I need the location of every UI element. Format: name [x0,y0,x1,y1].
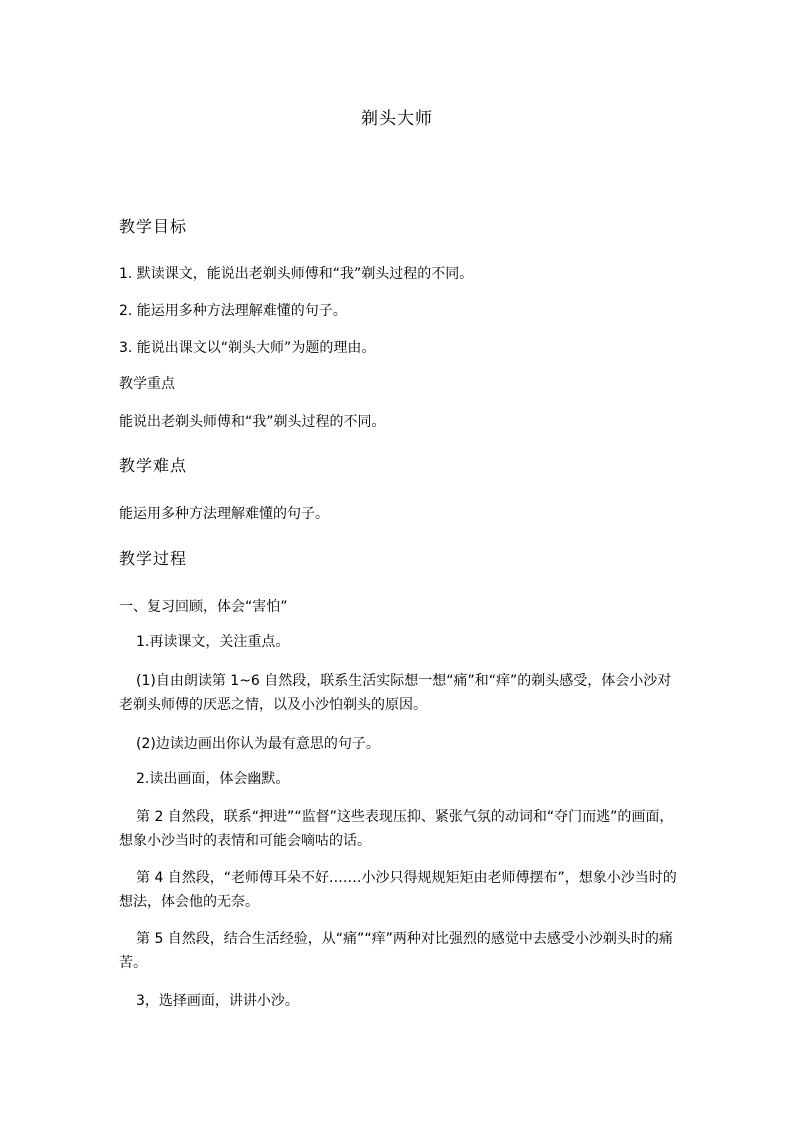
process-step-1b: (2)边读边画出你认为最有意思的句子。 [136,736,380,752]
process-paragraph-2: 第 2 自然段，联系“押进”“监督”这些表现压抑、紧张气氛的动词和“夺门而逃”的画面， 想象小沙当时的表情和可能会嘀咕的话。 [119,809,674,849]
process-step-1a: (1)自由朗读第 1~6 自然段，联系生活实际想一想“痛”和“痒”的剃头感受，体会小沙对老剃头师傅的厌恶之情，以及小沙怕剃头的原因。 [119,673,672,713]
section-heading-key-points: 教学重点 [119,376,175,392]
process-paragraph-4: 第 4 自然段，“老师傅耳朵不好.……小沙只得规规矩矩由老师傅摆布”，想象小沙当时的想法，体会他的无奈。 [119,870,677,910]
process-part1-title: 一、复习回顾，体会“害怕” [119,599,288,615]
section-heading-difficulties: 教学难点 [119,456,188,475]
page-title: 剃头大师 [361,109,433,129]
key-points-text: 能说出老剃头师傅和“我”剃头过程的不同。 [119,414,386,430]
process-paragraph-5: 第 5 自然段，结合生活经验，从“痛”“痒”两种对比强烈的感觉中去感受小沙剃头时的痛苦。 [119,931,673,971]
process-step-3: 3，选择画面，讲讲小沙。 [136,993,299,1009]
section-heading-goals: 教学目标 [119,217,188,236]
process-step-2: 2.读出画面，体会幽默。 [136,771,290,787]
goal-item-3: 3. 能说出课文以“剃头大师”为题的理由。 [119,340,376,356]
goal-item-2: 2. 能运用多种方法理解难懂的句子。 [119,303,347,319]
section-heading-process: 教学过程 [119,549,188,568]
goal-item-1: 1. 默读课文，能说出老剃头师傅和“我”剃头过程的不同。 [119,266,474,282]
difficulties-text: 能运用多种方法理解难懂的句子。 [119,506,329,522]
process-step-1: 1.再读课文，关注重点。 [136,634,290,650]
